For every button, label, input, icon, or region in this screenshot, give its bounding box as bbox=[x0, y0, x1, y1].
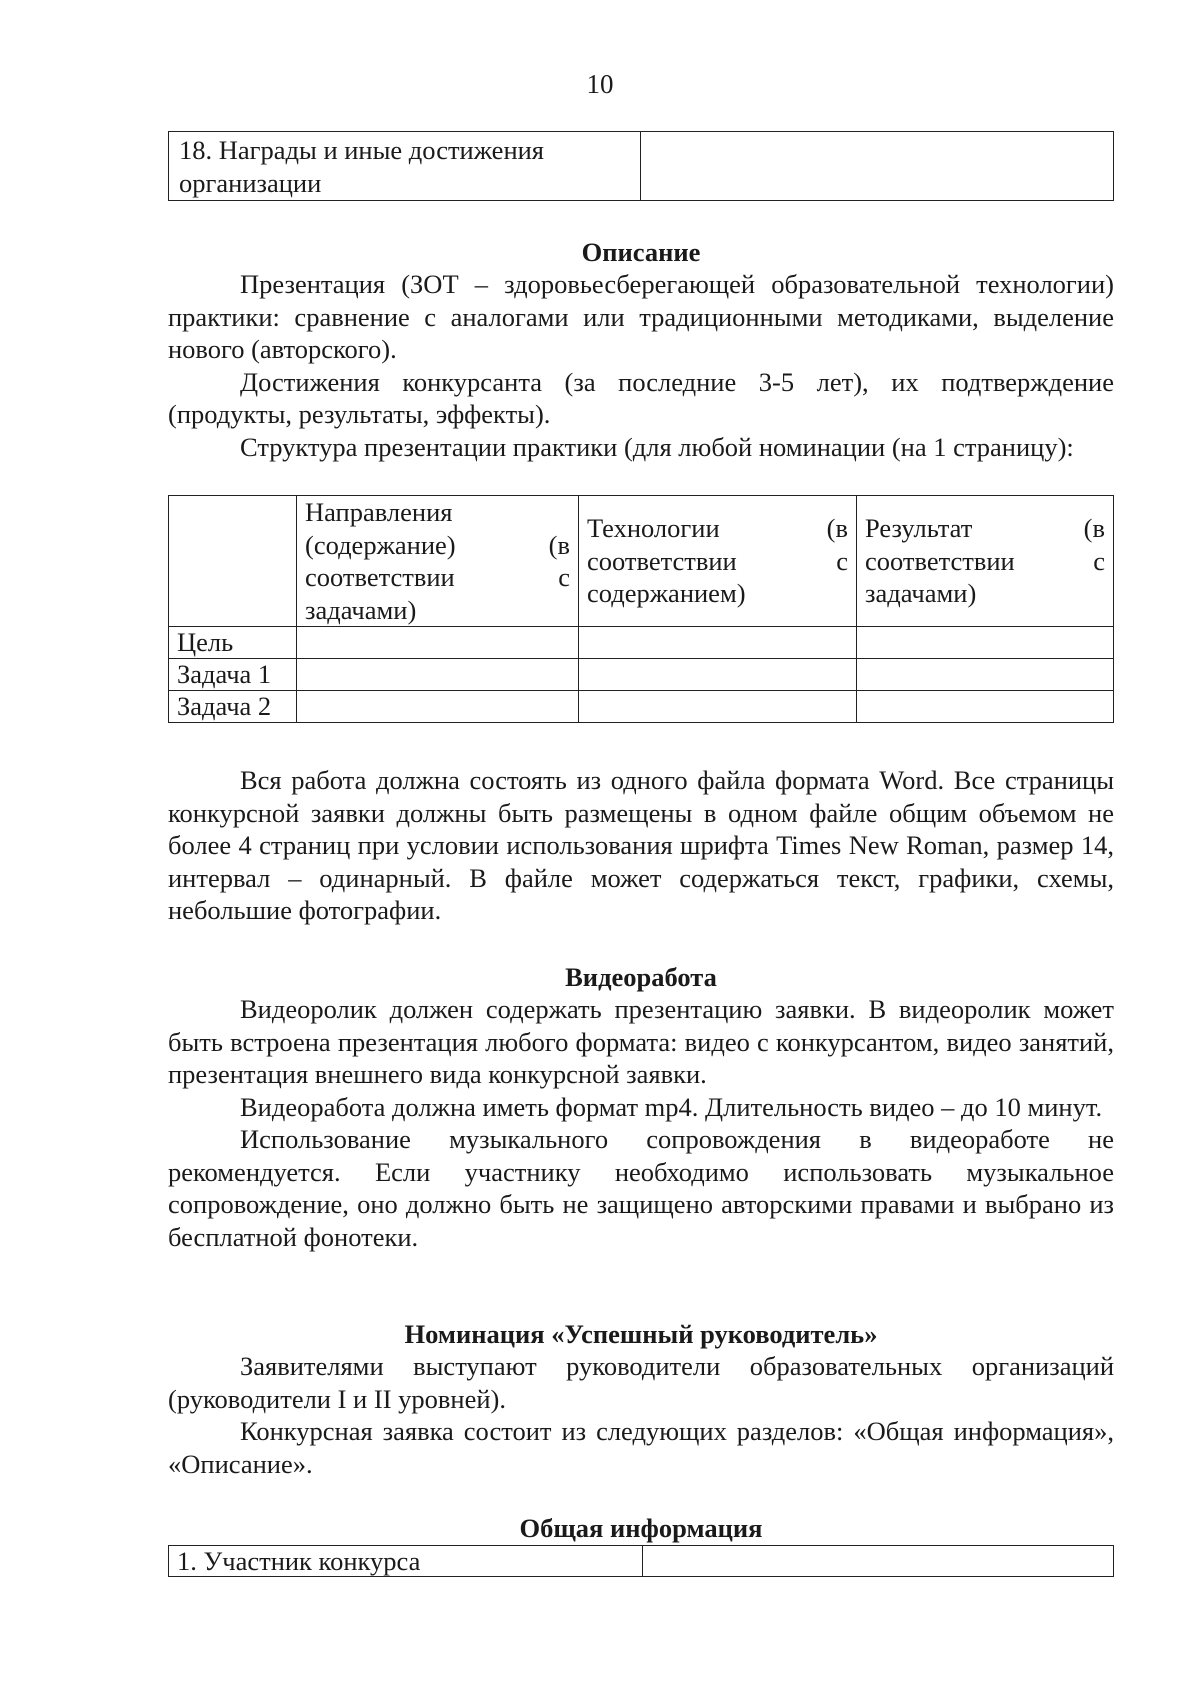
word-format-section bbox=[168, 764, 1114, 927]
general-info-heading: Общая информация bbox=[519, 1513, 763, 1543]
description-section bbox=[168, 268, 1114, 463]
description-paragraph-1: Презентация (ЗОТ – здоровьесберегающей образовательной технологии) практики: сравнение с аналогами или традиционными методиками, выделение нового (авторского). bbox=[168, 269, 1114, 364]
table-cell bbox=[579, 627, 857, 659]
video-heading: Видеоработа bbox=[565, 962, 717, 992]
table-cell bbox=[297, 659, 579, 691]
table-cell bbox=[579, 659, 857, 691]
awards-label-cell: 18. Награды и иные достижения организации bbox=[169, 132, 641, 201]
awards-value-cell bbox=[641, 132, 1114, 201]
table-cell bbox=[857, 659, 1114, 691]
nomination-section bbox=[168, 1350, 1114, 1480]
description-paragraph-3: Структура презентации практики (для любой номинации (на 1 страницу): bbox=[240, 431, 1074, 462]
table-cell bbox=[857, 691, 1114, 723]
header-result: Результат (в соответствии с задачами) bbox=[857, 496, 1114, 627]
nomination-heading: Номинация «Успешный руководитель» bbox=[404, 1319, 878, 1349]
nomination-paragraph-1: Заявителями выступают руководители образовательных организаций (руководители I и II уровней). bbox=[168, 1351, 1114, 1414]
table-row bbox=[169, 691, 1114, 723]
awards-table bbox=[168, 131, 1114, 201]
header-directions: Направления (содержание) (в соответствии с задачами) bbox=[297, 496, 579, 627]
row-label-task-1: Задача 1 bbox=[169, 659, 297, 691]
description-heading: Описание bbox=[581, 237, 701, 267]
table-row bbox=[169, 132, 1114, 201]
general-info-table bbox=[168, 1545, 1114, 1577]
table-cell bbox=[297, 691, 579, 723]
row-label-goal: Цель bbox=[169, 627, 297, 659]
table-header-row bbox=[169, 496, 1114, 627]
participant-label-cell: 1. Участник конкурса bbox=[169, 1546, 643, 1577]
video-section bbox=[168, 993, 1114, 1253]
word-format-paragraph: Вся работа должна состоять из одного файла формата Word. Все страницы конкурсной заявки должны быть размещены в одном файле общим объемом не более 4 страниц при условии использования шрифта Times New Roman, размер 14, интервал – одинарный. В файле может содержаться текст, графики, схемы, небольшие фотографии. bbox=[168, 765, 1114, 925]
row-label-task-2: Задача 2 bbox=[169, 691, 297, 723]
table-cell bbox=[297, 627, 579, 659]
nomination-paragraph-2: Конкурсная заявка состоит из следующих разделов: «Общая информация», «Описание». bbox=[168, 1416, 1114, 1479]
table-row bbox=[169, 659, 1114, 691]
header-empty-cell bbox=[169, 496, 297, 627]
table-cell bbox=[579, 691, 857, 723]
header-technologies: Технологии (в соответствии с содержанием) bbox=[579, 496, 857, 627]
video-paragraph-2: Видеоработа должна иметь формат mp4. Длительность видео – до 10 минут. bbox=[240, 1091, 1103, 1122]
table-row bbox=[169, 1546, 1114, 1577]
description-paragraph-2: Достижения конкурсанта (за последние 3-5 лет), их подтверждение (продукты, результаты, эффекты). bbox=[168, 366, 1114, 429]
video-paragraph-3: Использование музыкального сопровождения в видеоработе не рекомендуется. Если участнику необходимо использовать музыкальное сопровождение, оно должно быть не защищено авторскими правами и выбрано из бесплатной фонотеки. bbox=[168, 1124, 1114, 1252]
table-cell bbox=[857, 627, 1114, 659]
participant-value-cell bbox=[643, 1546, 1114, 1577]
structure-table bbox=[168, 495, 1114, 723]
table-row bbox=[169, 627, 1114, 659]
video-paragraph-1: Видеоролик должен содержать презентацию заявки. В видеоролик может быть встроена презентация любого формата: видео с конкурсантом, видео занятий, презентация внешнего вида конкурсной заявки. bbox=[168, 994, 1114, 1089]
page-number: 10 bbox=[586, 69, 614, 99]
